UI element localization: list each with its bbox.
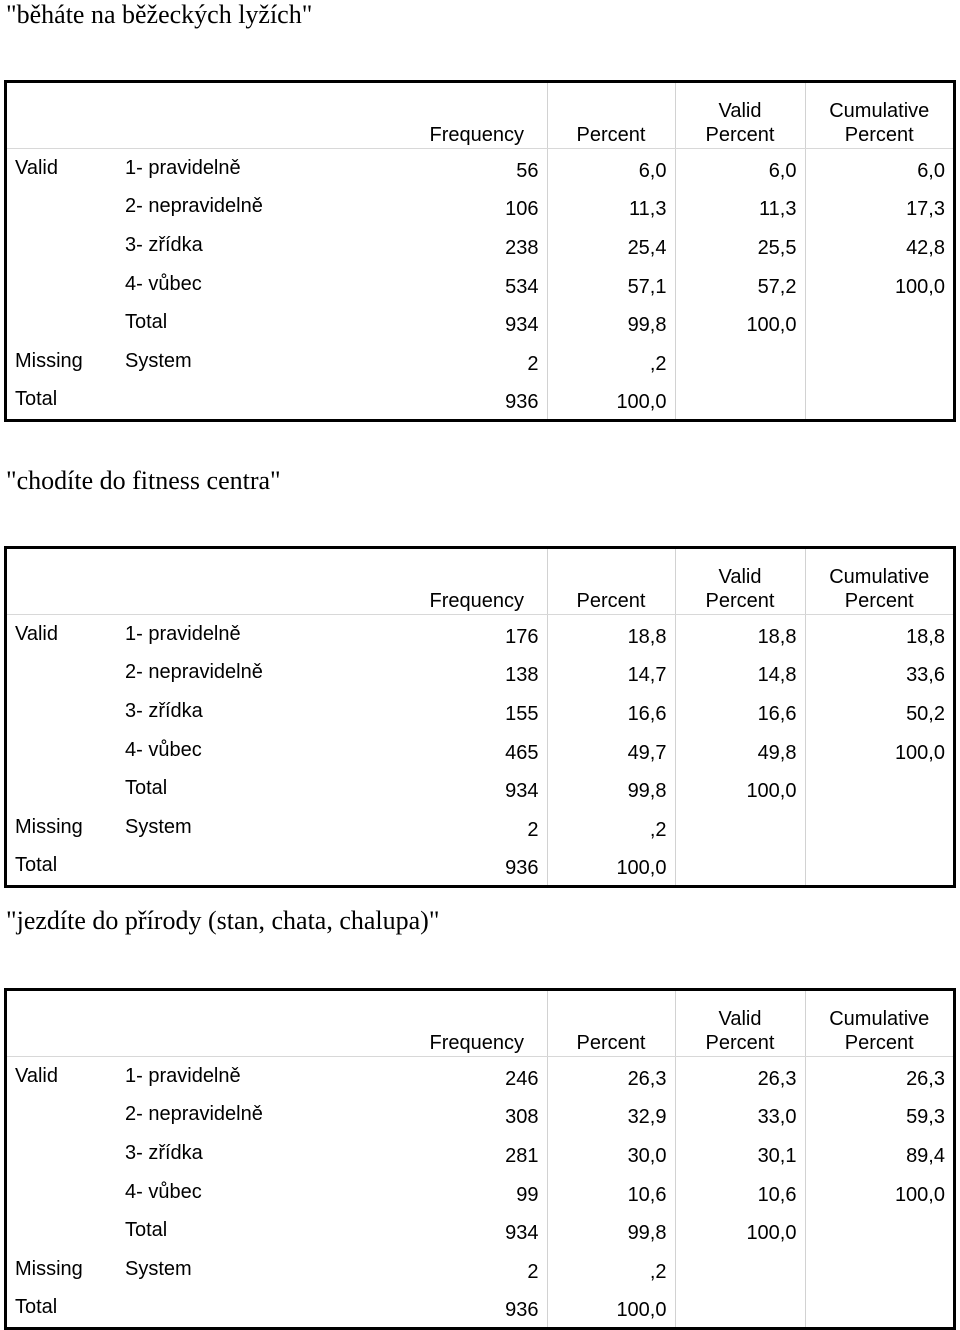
percent-cell: 16,6: [547, 692, 675, 731]
percent-cell: 57,1: [547, 265, 675, 304]
row-group-cell: [7, 265, 117, 304]
valid-percent-cell: [675, 342, 805, 381]
row-group-cell: [7, 226, 117, 265]
percent-cell: 10,6: [547, 1173, 675, 1212]
header-valid-percent: [675, 83, 805, 149]
header-cumulative-percent-line2: Percent: [844, 1032, 914, 1054]
cumulative-percent-cell: [805, 381, 953, 420]
header-valid-percent-line1: Valid: [718, 1008, 762, 1030]
table-row: [7, 769, 953, 808]
frequency-cell: 99: [516, 1183, 539, 1206]
row-label-cell: 1- pravidelně: [125, 156, 241, 179]
row-label-cell: 2- nepravidelně: [125, 195, 263, 218]
cumulative-percent-cell: 42,8: [805, 226, 953, 265]
percent-cell: 99,8: [547, 1211, 675, 1250]
cumulative-percent-cell: 17,3: [805, 188, 953, 227]
table-row: [7, 847, 953, 886]
row-label-cell: [117, 1289, 407, 1328]
header-valid-percent-line1: Valid: [718, 566, 762, 588]
header-blank: [117, 549, 407, 615]
section-title: "chodíte do fitness centra": [6, 466, 281, 495]
table-row: [7, 188, 953, 227]
header-valid-percent-line2: Percent: [705, 1032, 775, 1054]
cumulative-percent-cell: 100,0: [805, 265, 953, 304]
frequency-cell: 2: [527, 1260, 539, 1283]
header-valid-percent-line1: Valid: [718, 100, 762, 122]
valid-percent-cell: 26,3: [675, 1057, 805, 1096]
frequency-cell: 246: [505, 1067, 539, 1090]
header-blank: [7, 549, 117, 615]
table-row: [7, 381, 953, 420]
row-group-cell: [7, 692, 117, 731]
row-group-cell: [7, 1173, 117, 1212]
cumulative-percent-cell: 59,3: [805, 1096, 953, 1135]
percent-cell: 99,8: [547, 303, 675, 342]
row-group-cell: Total: [15, 854, 58, 877]
frequency-cell: 465: [505, 741, 539, 764]
cumulative-percent-cell: [805, 769, 953, 808]
valid-percent-cell: [675, 1250, 805, 1289]
table-row: [7, 731, 953, 770]
row-group-cell: Missing: [15, 815, 83, 838]
valid-percent-cell: [675, 1289, 805, 1328]
section-title: "jezdíte do přírody (stan, chata, chalupa)": [6, 906, 440, 935]
header-cumulative-percent-line1: Cumulative: [829, 566, 930, 588]
frequency-cell: 155: [505, 702, 539, 725]
percent-cell: 99,8: [547, 769, 675, 808]
row-group-cell: [7, 303, 117, 342]
header-blank: [117, 83, 407, 149]
header-cumulative-percent-line2: Percent: [844, 590, 914, 612]
row-label-cell: 3- zřídka: [125, 1141, 203, 1164]
table-row: [7, 1096, 953, 1135]
table-row: [7, 808, 953, 847]
header-valid-percent: [675, 549, 805, 615]
row-label-cell: 4- vůbec: [125, 272, 202, 295]
frequency-cell: 238: [505, 236, 539, 259]
cumulative-percent-cell: [805, 847, 953, 886]
frequency-cell: 534: [505, 275, 539, 298]
header-frequency: Frequency: [407, 991, 547, 1057]
row-label-cell: 4- vůbec: [125, 1180, 202, 1203]
header-blank: [117, 991, 407, 1057]
percent-cell: 32,9: [547, 1096, 675, 1135]
percent-cell: ,2: [547, 808, 675, 847]
row-group-cell: Total: [15, 388, 58, 411]
table-row: [7, 615, 953, 654]
header-cumulative-percent-line1: Cumulative: [829, 100, 930, 122]
table-row: [7, 1173, 953, 1212]
header-blank: [7, 83, 117, 149]
table-row: [7, 342, 953, 381]
row-label-cell: [117, 847, 407, 886]
table-row: [7, 149, 953, 188]
cumulative-percent-cell: [805, 1289, 953, 1328]
row-group-cell: Valid: [15, 622, 58, 645]
row-label-cell: Total: [125, 1219, 168, 1242]
valid-percent-cell: 100,0: [675, 769, 805, 808]
row-group-cell: [7, 1211, 117, 1250]
cumulative-percent-cell: 50,2: [805, 692, 953, 731]
valid-percent-cell: 11,3: [675, 188, 805, 227]
valid-percent-cell: [675, 847, 805, 886]
row-label-cell: 2- nepravidelně: [125, 1103, 263, 1126]
valid-percent-cell: 49,8: [675, 731, 805, 770]
cumulative-percent-cell: [805, 1211, 953, 1250]
table-row: [7, 1211, 953, 1250]
header-percent: Percent: [547, 83, 675, 149]
frequency-cell: 934: [505, 314, 539, 337]
cumulative-percent-cell: [805, 808, 953, 847]
table-row: [7, 692, 953, 731]
frequency-cell: 138: [505, 664, 539, 687]
valid-percent-cell: 6,0: [675, 149, 805, 188]
table-header-row: [7, 991, 953, 1057]
header-percent: Percent: [547, 991, 675, 1057]
row-group-cell: Missing: [15, 349, 83, 372]
percent-cell: 49,7: [547, 731, 675, 770]
frequency-cell: 936: [505, 1299, 539, 1322]
percent-cell: 25,4: [547, 226, 675, 265]
row-label-cell: [117, 381, 407, 420]
header-blank: [7, 991, 117, 1057]
row-label-cell: Total: [125, 311, 168, 334]
cumulative-percent-cell: [805, 342, 953, 381]
row-group-cell: [7, 1134, 117, 1173]
header-frequency: Frequency: [407, 549, 547, 615]
row-label-cell: 4- vůbec: [125, 738, 202, 761]
row-group-cell: [7, 654, 117, 693]
percent-cell: 11,3: [547, 188, 675, 227]
cumulative-percent-cell: 6,0: [805, 149, 953, 188]
valid-percent-cell: [675, 808, 805, 847]
table-row: [7, 1057, 953, 1096]
valid-percent-cell: 14,8: [675, 654, 805, 693]
frequency-table: [7, 991, 953, 1327]
percent-cell: 26,3: [547, 1057, 675, 1096]
row-label-cell: 2- nepravidelně: [125, 661, 263, 684]
cumulative-percent-cell: 26,3: [805, 1057, 953, 1096]
row-group-cell: [7, 1096, 117, 1135]
row-group-cell: Valid: [15, 1064, 58, 1087]
percent-cell: ,2: [547, 342, 675, 381]
frequency-table-frame: [4, 988, 956, 1330]
frequency-cell: 176: [505, 625, 539, 648]
header-valid-percent: [675, 991, 805, 1057]
valid-percent-cell: 25,5: [675, 226, 805, 265]
row-label-cell: Total: [125, 777, 168, 800]
frequency-cell: 934: [505, 780, 539, 803]
table-row: [7, 226, 953, 265]
frequency-cell: 308: [505, 1106, 539, 1129]
frequency-cell: 936: [505, 857, 539, 880]
frequency-cell: 2: [527, 352, 539, 375]
frequency-cell: 281: [505, 1144, 539, 1167]
frequency-table-frame: [4, 546, 956, 888]
cumulative-percent-cell: [805, 1250, 953, 1289]
table-row: [7, 654, 953, 693]
row-label-cell: 1- pravidelně: [125, 1064, 241, 1087]
frequency-cell: 934: [505, 1222, 539, 1245]
header-valid-percent-line2: Percent: [705, 590, 775, 612]
valid-percent-cell: 100,0: [675, 1211, 805, 1250]
table-header-row: [7, 549, 953, 615]
frequency-table: [7, 549, 953, 885]
table-row: [7, 265, 953, 304]
percent-cell: 18,8: [547, 615, 675, 654]
table-row: [7, 1250, 953, 1289]
cumulative-percent-cell: [805, 303, 953, 342]
header-cumulative-percent: [805, 549, 953, 615]
percent-cell: 100,0: [547, 847, 675, 886]
percent-cell: 14,7: [547, 654, 675, 693]
cumulative-percent-cell: 18,8: [805, 615, 953, 654]
row-label-cell: 1- pravidelně: [125, 622, 241, 645]
frequency-table-frame: [4, 80, 956, 422]
row-group-cell: Total: [15, 1296, 58, 1319]
valid-percent-cell: 100,0: [675, 303, 805, 342]
cumulative-percent-cell: 100,0: [805, 731, 953, 770]
cumulative-percent-cell: 100,0: [805, 1173, 953, 1212]
frequency-table: [7, 83, 953, 419]
row-group-cell: [7, 731, 117, 770]
row-group-cell: Valid: [15, 156, 58, 179]
row-label-cell: 3- zřídka: [125, 233, 203, 256]
row-group-cell: Missing: [15, 1257, 83, 1280]
valid-percent-cell: [675, 381, 805, 420]
percent-cell: 100,0: [547, 1289, 675, 1328]
cumulative-percent-cell: 33,6: [805, 654, 953, 693]
table-row: [7, 1134, 953, 1173]
header-frequency: Frequency: [407, 83, 547, 149]
frequency-cell: 106: [505, 198, 539, 221]
table-row: [7, 303, 953, 342]
frequency-cell: 2: [527, 818, 539, 841]
valid-percent-cell: 10,6: [675, 1173, 805, 1212]
table-row: [7, 1289, 953, 1328]
section-title: "běháte na běžeckých lyžích": [6, 0, 313, 29]
header-valid-percent-line2: Percent: [705, 124, 775, 146]
row-label-cell: 3- zřídka: [125, 699, 203, 722]
frequency-cell: 56: [516, 159, 539, 182]
row-group-cell: [7, 769, 117, 808]
header-percent: Percent: [547, 549, 675, 615]
header-cumulative-percent: [805, 83, 953, 149]
valid-percent-cell: 30,1: [675, 1134, 805, 1173]
row-label-cell: System: [125, 349, 192, 372]
percent-cell: ,2: [547, 1250, 675, 1289]
percent-cell: 6,0: [547, 149, 675, 188]
frequency-cell: 936: [505, 391, 539, 414]
row-group-cell: [7, 188, 117, 227]
valid-percent-cell: 18,8: [675, 615, 805, 654]
header-cumulative-percent-line1: Cumulative: [829, 1008, 930, 1030]
row-label-cell: System: [125, 1257, 192, 1280]
cumulative-percent-cell: 89,4: [805, 1134, 953, 1173]
table-header-row: [7, 83, 953, 149]
valid-percent-cell: 57,2: [675, 265, 805, 304]
percent-cell: 100,0: [547, 381, 675, 420]
header-cumulative-percent: [805, 991, 953, 1057]
row-label-cell: System: [125, 815, 192, 838]
valid-percent-cell: 33,0: [675, 1096, 805, 1135]
header-cumulative-percent-line2: Percent: [844, 124, 914, 146]
valid-percent-cell: 16,6: [675, 692, 805, 731]
percent-cell: 30,0: [547, 1134, 675, 1173]
